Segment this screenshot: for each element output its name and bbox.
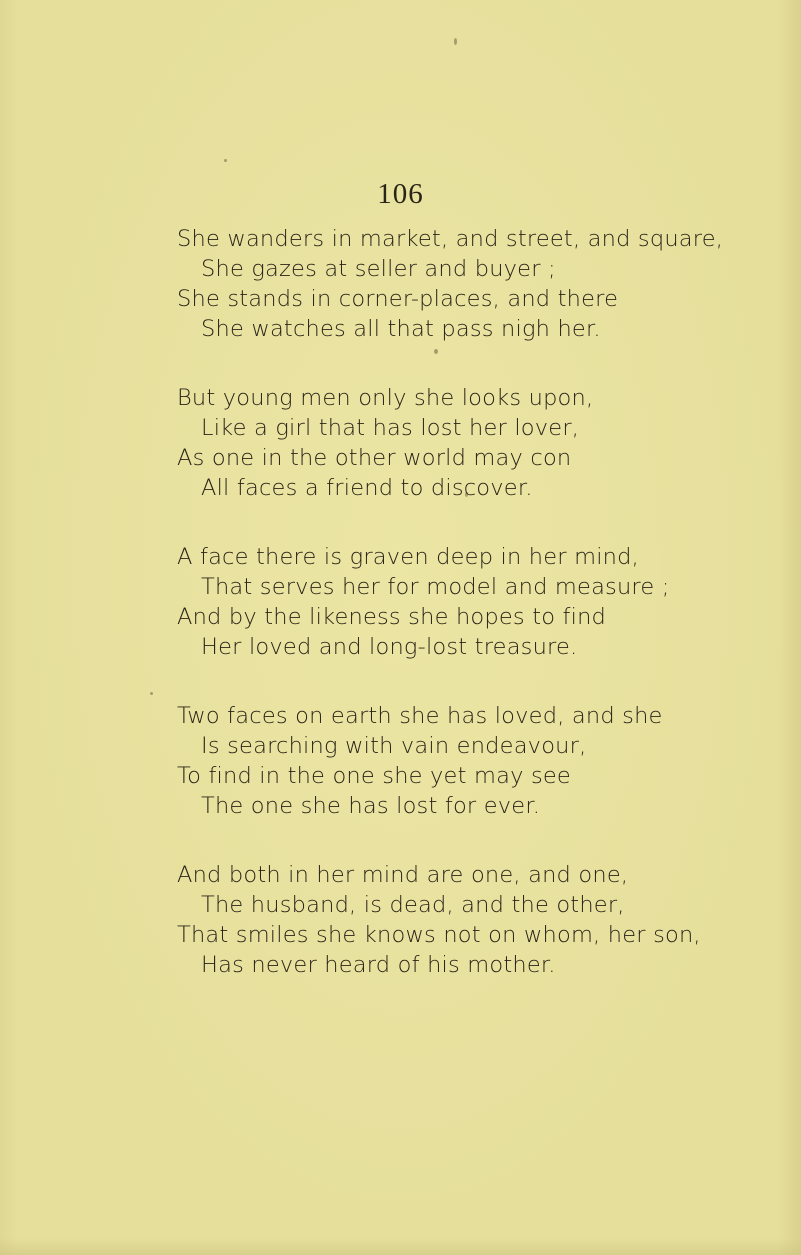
poem-line: That smiles she knows not on whom, her son, xyxy=(177,922,701,948)
poem-line: Two faces on earth she has loved, and she xyxy=(177,703,663,729)
stanza-2 xyxy=(177,383,797,503)
poem xyxy=(177,224,797,1019)
paper-speck xyxy=(454,38,457,45)
stanza-5 xyxy=(177,860,797,980)
poem-line: Her loved and long-lost treasure. xyxy=(201,634,578,660)
poem-line: To find in the one she yet may see xyxy=(177,763,571,789)
poem-line: And by the likeness she hopes to find xyxy=(177,604,607,630)
paper-speck xyxy=(224,159,227,162)
poem-line: She stands in corner-places, and there xyxy=(177,286,619,312)
poem-line: That serves her for model and measure ; xyxy=(201,574,670,600)
poem-line: She gazes at seller and buyer ; xyxy=(201,256,556,282)
poem-line: Is searching with vain endeavour, xyxy=(201,733,587,759)
stanza-1 xyxy=(177,224,797,344)
stanza-4 xyxy=(177,701,797,821)
page-bottom-edge xyxy=(0,1238,801,1255)
poem-line: Like a girl that has lost her lover, xyxy=(201,415,580,441)
poem-line: A face there is graven deep in her mind, xyxy=(177,544,639,570)
poem-line: She wanders in market, and street, and square, xyxy=(177,226,724,252)
paper-speck xyxy=(150,692,153,695)
poem-line: And both in her mind are one, and one, xyxy=(177,862,629,888)
poem-line: But young men only she looks upon, xyxy=(177,385,594,411)
poem-line: The husband, is dead, and the other, xyxy=(201,892,625,918)
poem-line: She watches all that pass nigh her. xyxy=(201,316,601,342)
poem-line: The one she has lost for ever. xyxy=(201,793,541,819)
poem-line: As one in the other world may con xyxy=(177,445,572,471)
poem-line: Has never heard of his mother. xyxy=(201,952,556,978)
stanza-3 xyxy=(177,542,797,662)
page-number: 106 xyxy=(377,178,424,210)
poem-line: All faces a friend to discover. xyxy=(201,475,533,501)
